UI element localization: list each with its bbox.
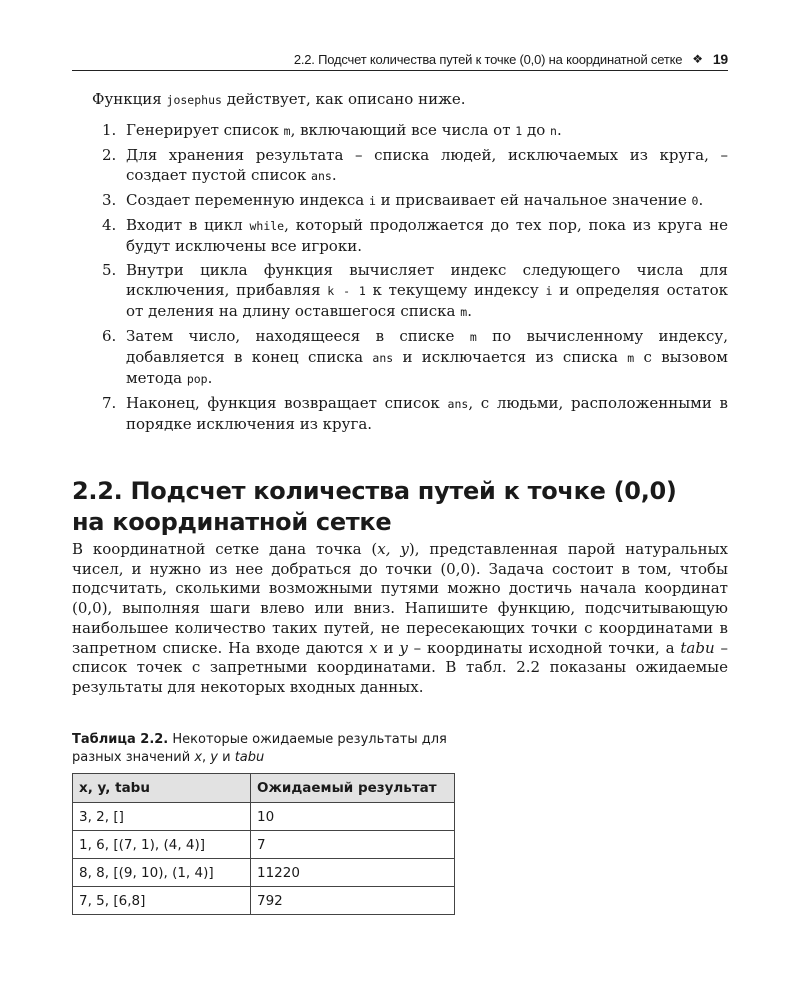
list-item	[92, 145, 728, 186]
inline-code: 0	[691, 194, 699, 208]
intro-paragraph	[92, 89, 728, 110]
table-cell: 1, 6, [(7, 1), (4, 4)]	[73, 831, 251, 859]
text-run: и	[377, 638, 400, 657]
section-paragraph	[72, 540, 728, 698]
inline-code: i	[368, 194, 376, 208]
table-cell: 792	[251, 887, 455, 915]
text-run: .	[556, 121, 562, 139]
table-row	[73, 859, 455, 887]
italic-var: tabu	[680, 638, 715, 657]
table-row	[73, 831, 455, 859]
italic-var: x	[369, 638, 378, 657]
table-header-cell: x, y, tabu	[73, 774, 251, 803]
intro-code: josephus	[166, 93, 222, 107]
list-item-number: 5.	[102, 261, 117, 279]
text-run: к текущему индексу	[365, 281, 546, 299]
text-run: ), представленная парой натуральных чисел, и нужно из нее добраться до точки (0,0). Задача состоит в том, чтобы подсчитать, сколькими возможными путями можно достичь начала координат (0,0), выполняя шаги влево или вниз. Напишите функцию, подсчитывающую наибольшее количество таких путей, не пересекающих точки с координатами в запретном списке. На входе даются	[72, 540, 728, 657]
text-run: и исключается из списка	[393, 348, 628, 366]
table-caption-var: y	[210, 750, 218, 765]
inline-code: 1	[515, 124, 523, 138]
text-run: .	[698, 191, 704, 209]
inline-code: while	[249, 219, 285, 233]
table-cell: 3, 2, []	[73, 803, 251, 831]
intro-text: действует, как описано ниже.	[221, 90, 466, 108]
inline-code: m	[283, 124, 291, 138]
italic-var: x, y	[377, 540, 409, 558]
text-run: Генерирует список	[126, 121, 284, 139]
inline-code: m	[469, 330, 477, 344]
running-header-title: 2.2. Подсчет количества путей к точке (0,0) на координатной сетке	[293, 51, 683, 67]
inline-code: n	[550, 124, 557, 138]
italic-var: y	[399, 638, 408, 657]
table-caption-text: Некоторые ожидаемые результаты для разных значений	[72, 732, 447, 765]
ornament-icon: ❖	[692, 52, 703, 66]
table-cell: 7, 5, [6,8]	[73, 887, 251, 915]
results-table	[72, 773, 455, 915]
inline-code: i	[545, 284, 553, 298]
section-heading	[72, 476, 728, 538]
text-run: .	[467, 302, 472, 320]
intro-text: Функция	[92, 90, 167, 108]
text-run: – координаты исходной точки, а	[407, 638, 681, 657]
text-run: .	[331, 166, 337, 184]
text-run: с вызовом метода	[126, 348, 728, 387]
text-run: – список точек с запретными координатами. В табл. 2.2 показаны ожидаемые результаты для некоторых входных данных.	[72, 638, 728, 696]
text-run: Для хранения результата – списка людей, исключаемых из круга, – создает пустой список	[126, 146, 728, 184]
text-run: и присваивает ей начальное значение	[375, 191, 692, 209]
text-run: по вычисленному индексу, добавляется в конец списка	[126, 327, 728, 366]
table-header-cell: Ожидаемый результат	[251, 774, 455, 803]
inline-code: m	[627, 351, 635, 365]
text-run: В координатной сетке дана точка (	[72, 540, 378, 558]
text-run: Входит в цикл	[126, 216, 250, 234]
text-run: , включающий все числа от	[290, 121, 516, 139]
table-caption	[72, 731, 452, 767]
list-item	[92, 326, 728, 389]
section-heading-line: 2.2. Подсчет количества путей к точке (0,0)	[72, 477, 677, 505]
table-cell: 7	[251, 831, 455, 859]
table-row	[73, 887, 455, 915]
list-item-number: 3.	[102, 191, 117, 209]
list-item-number: 2.	[102, 146, 117, 164]
text-run: Затем число, находящееся в списке	[126, 327, 470, 345]
table-row	[73, 803, 455, 831]
inline-code: k - 1	[327, 284, 366, 298]
list-item	[92, 215, 728, 256]
list-item-number: 6.	[102, 327, 117, 345]
inline-code: pop	[186, 372, 208, 386]
table-cell: 10	[251, 803, 455, 831]
inline-code: ans	[311, 169, 332, 183]
list-item-number: 7.	[102, 394, 117, 412]
list-item-number: 1.	[102, 121, 117, 139]
section-heading-line: на координатной сетке	[72, 508, 392, 536]
page-number: 19	[712, 51, 728, 67]
text-run: , который продолжается до тех пор, пока из круга не будут исключены все игроки.	[126, 216, 728, 255]
text-run: , с людьми, расположенными в порядке исключения из круга.	[126, 394, 729, 433]
table-cell: 11220	[251, 859, 455, 887]
inline-code: m	[460, 305, 468, 319]
list-item-number: 4.	[102, 216, 117, 234]
text-run: до	[522, 121, 551, 139]
list-item	[92, 190, 728, 211]
text-run: .	[207, 369, 213, 387]
table-caption-text: и	[217, 750, 235, 765]
table-caption-label: Таблица 2.2.	[72, 732, 169, 747]
inline-code: ans	[447, 397, 469, 411]
text-run: Наконец, функция возвращает список	[126, 394, 448, 412]
list-item	[92, 120, 728, 141]
text-run: и определяя остаток от деления на длину оставшегося списка	[126, 281, 728, 320]
text-run: Создает переменную индекса	[126, 191, 369, 209]
running-header	[72, 48, 728, 71]
list-item	[92, 393, 728, 434]
table-caption-var: x	[194, 750, 203, 765]
list-item	[92, 260, 728, 322]
table-cell: 8, 8, [(9, 10), (1, 4)]	[73, 859, 251, 887]
table-caption-text: ,	[202, 750, 211, 765]
table-header-row	[73, 774, 455, 803]
steps-list	[92, 120, 728, 438]
inline-code: ans	[372, 351, 394, 365]
table-caption-var: tabu	[234, 750, 265, 765]
text-run: Внутри цикла функция вычисляет индекс следующего числа для исключения, прибавляя	[126, 261, 728, 299]
